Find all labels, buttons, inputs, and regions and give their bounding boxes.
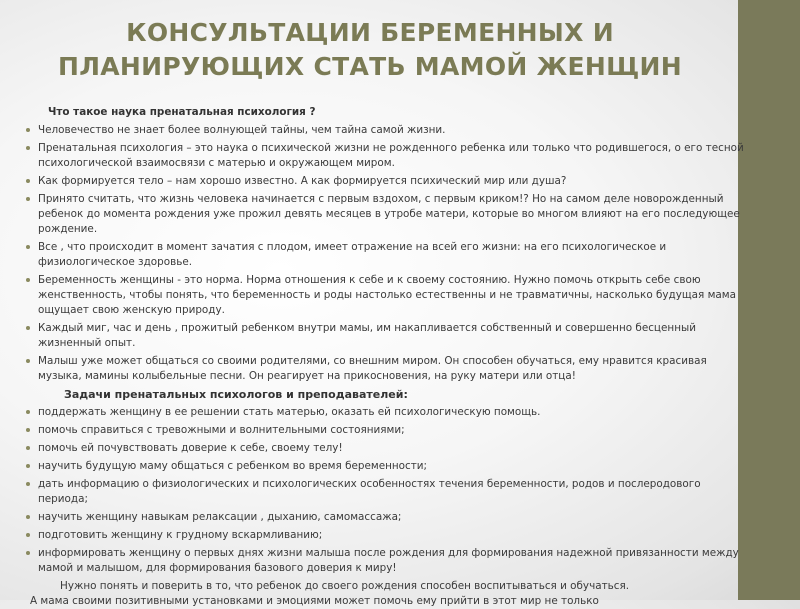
list-item: информировать женщину о первых днях жизни малыша после рождения для формирования надежной привязанности между мамой и малышом, для формирования базового доверия к миру! (26, 546, 746, 576)
list-item: подготовить женщину к грудному вскармливанию; (26, 528, 746, 543)
section-heading-tasks: Задачи пренатальных психологов и преподавателей: (64, 388, 408, 401)
list-item: научить будущую маму общаться с ребенком во время беременности; (26, 459, 746, 474)
list-item: Человечество не знает более волнующей тайны, чем тайна самой жизни. (26, 123, 746, 138)
list-item: дать информацию о физиологических и психологических особенностях течения беременности, родов и послеродового периода; (26, 477, 746, 507)
tasks-list (26, 405, 746, 576)
list-item: помочь справиться с тревожными и волнительными состояниями; (26, 423, 746, 438)
closing-paragraph: Нужно понять и поверить в то, что ребенок до своего рождения способен воспитываться и обучаться. (60, 580, 630, 592)
prenatal-psychology-list (26, 123, 746, 384)
list-item: Малыш уже может общаться со своими родителями, со внешним миром. Он способен обучаться, ему нравится красивая музыка, мамины колыбельные песни. Он реагирует на прикосновения, на руку матери или отца! (26, 354, 746, 384)
list-item: помочь ей почувствовать доверие к себе, своему телу! (26, 441, 746, 456)
list-item: Каждый миг, час и день , прожитый ребенком внутри мамы, им накапливается собственный и совершенно бесценный жизненный опыт. (26, 321, 746, 351)
list-item: Все , что происходит в момент зачатия с плодом, имеет отражение на всей его жизни: на его психологическое и физиологическое здоровье. (26, 240, 746, 270)
list-item: поддержать женщину в ее решении стать матерью, оказать ей психологическую помощь. (26, 405, 746, 420)
list-item: научить женщину навыкам релаксации , дыханию, самомассажа; (26, 510, 746, 525)
list-item: Как формируется тело – нам хорошо известно. А как формируется психический мир или душа? (26, 174, 746, 189)
section-heading-prenatal-psychology: Что такое наука пренатальная психология ? (48, 106, 316, 118)
decorative-side-bar (738, 0, 800, 600)
list-item: Пренатальная психология – это наука о психической жизни не рожденного ребенка или только что родившегося, о его тесной психологической взаимосвязи с матерью и окружающем миром. (26, 141, 746, 171)
slide-title: КОНСУЛЬТАЦИИ БЕРЕМЕННЫХ И ПЛАНИРУЮЩИХ СТАТЬ МАМОЙ ЖЕНЩИН (57, 18, 682, 81)
list-item: Беременность женщины - это норма. Норма отношения к себе и к своему состоянию. Нужно помочь открыть себе свою женственность, чтобы понять, что беременность и роды настолько естественны и не травматичны, насколько будущая мама ощущает свою женскую природу. (26, 273, 746, 318)
list-item: Принято считать, что жизнь человека начинается с первым вздохом, с первым криком!? Но на самом деле новорожденный ребенок до момента рождения уже прожил девять месяцев в утробе матери, которые во многом влияют на его последующее рождение. (26, 192, 746, 237)
slide-content (26, 105, 746, 609)
closing-paragraph-cut: А мама своими позитивными установками и эмоциями может помочь ему прийти в этот мир не только (30, 595, 599, 607)
